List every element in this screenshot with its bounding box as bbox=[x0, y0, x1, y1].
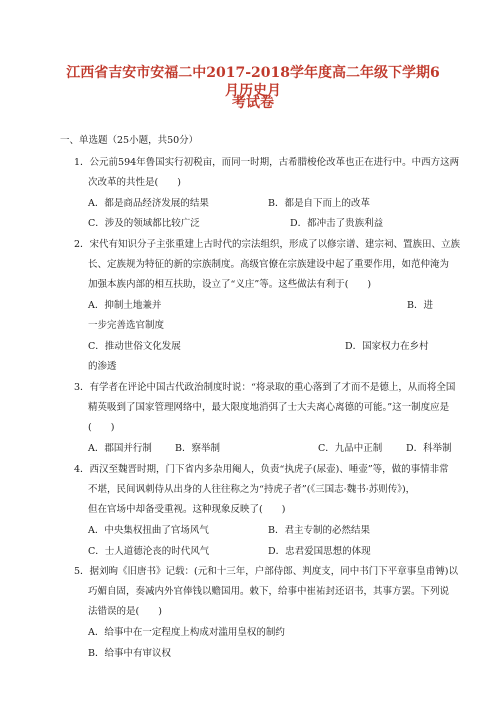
q1-option-c: C．涉及的领域都比较广泛 bbox=[88, 218, 200, 229]
q3-option-c: C．九品中正制 bbox=[318, 443, 383, 454]
q3-stem-line2: 精英吸到了国家管理网络中，最大限度地消弭了士大夫离心离德的可能。”这一制度应是 bbox=[88, 402, 450, 413]
q4-stem-line3: 但在官场中却备受重视。这种现象反映了( ) bbox=[88, 504, 286, 515]
q4-option-b: B．君主专制的必然结果 bbox=[268, 525, 370, 536]
q4-stem-line2: 不堪，民间讽刺侍从出身的人往往称之为“持虎子者”(《三国志·魏书·苏则传》)， bbox=[88, 484, 416, 495]
q1-option-a: A．都是商品经济发展的结果 bbox=[88, 198, 209, 209]
document-title-line1: 江西省吉安市安福二中2017-2018学年度高二年级下学期6月历史月 bbox=[66, 65, 440, 99]
q1-stem-line1: 1．公元前594年鲁国实行初税亩，而同一时期，古希腊梭伦改革也正在进行中。中西方这两 bbox=[74, 157, 460, 168]
q4-option-d: D．忠君爱国思想的体现 bbox=[268, 546, 371, 557]
q2-option-c: C．推动世俗文化发展 bbox=[88, 341, 181, 352]
q5-stem-line3: 法错误的是( ) bbox=[88, 606, 162, 617]
q2-option-d: D．国家权力在乡村 bbox=[345, 341, 429, 352]
q3-option-a: A．郡国并行制 bbox=[88, 443, 152, 454]
q3-stem-line3: ( ) bbox=[88, 422, 115, 433]
q2-stem-line3: 加强本族内部的相互扶助，设立了“义庄”等。这些做法有利于( ) bbox=[88, 279, 372, 290]
q5-option-b: B．给事中有审议权 bbox=[88, 648, 171, 659]
q2-option-b: B．进 bbox=[407, 300, 433, 311]
q3-stem-line1: 3．有学者在评论中国古代政治制度时说：“将录取的重心落到了才而不是德上，从而将全国 bbox=[74, 382, 456, 393]
q3-option-b: B．察举制 bbox=[175, 443, 220, 454]
q3-option-d: D．科举制 bbox=[406, 443, 452, 454]
q5-option-a: A．给事中在一定程度上构成对滥用皇权的制约 bbox=[88, 627, 285, 638]
q5-stem-line1: 5．据刘昫《旧唐书》记载：(元和十三年，户部侍郎、判度支，同中书门下平章事皇甫镈)以 bbox=[74, 566, 458, 577]
q1-option-b: B．都是自下而上的改革 bbox=[268, 198, 370, 209]
q4-stem-line1: 4．西汉至魏晋时期，门下省内多杂用阉人，负责“执虎子(尿壶)、唾壶”等，做的事情非常 bbox=[74, 464, 449, 475]
q2-option-a: A．抑制土地兼并 bbox=[88, 300, 162, 311]
q2-option-b-continued: 一步完善选官制度 bbox=[88, 320, 165, 331]
q1-option-d: D．都冲击了贵族利益 bbox=[290, 218, 384, 229]
q1-stem-line2: 次改革的共性是( ) bbox=[88, 177, 181, 188]
section-heading: 一、单选题（25小题，共50分） bbox=[60, 135, 199, 146]
q5-stem-line2: 巧媚自固，奏减内外官俸钱以赡国用。敕下，给事中崔祐封还诏书，其事方罢。下列说 bbox=[88, 586, 450, 597]
q2-option-d-continued: 的渗透 bbox=[88, 361, 117, 372]
q4-option-c: C．士人道德沦丧的时代风气 bbox=[88, 546, 210, 557]
q2-stem-line1: 2．宋代有知识分子主张重建上古时代的宗法组织，形成了以修宗谱、建宗祠、置族田、立族 bbox=[74, 239, 461, 250]
q2-stem-line2: 长、定族规为特征的新的宗族制度。高级官僚在宗族建设中起了重要作用，如范仲淹为 bbox=[88, 259, 450, 270]
document-title-line2: 考试卷 bbox=[232, 95, 274, 111]
q4-option-a: A．中央集权扭曲了官场风气 bbox=[88, 525, 209, 536]
